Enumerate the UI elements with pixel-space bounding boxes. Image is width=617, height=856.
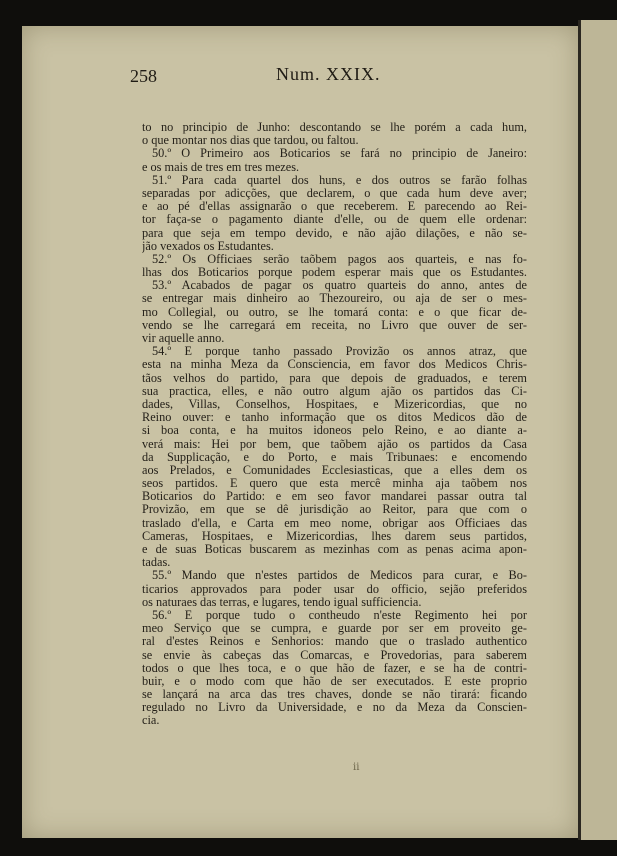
text-line: cia.: [142, 714, 160, 728]
text-line: mo Collegial, ou outro, se lhe tomará conta: e o que ficar de-: [142, 305, 527, 319]
footer-mark: ii: [353, 762, 360, 773]
text-line: 53.º Acabados de pagar os quatro quarteis do anno, antes de: [152, 279, 527, 293]
text-line: regulado no Livro da Universidade, e no da Meza da Conscien-: [142, 701, 527, 715]
text-line: e ao pé d'ellas assignarão o que receberem. E parecendo ao Rei-: [142, 200, 527, 214]
text-line: traslado d'ella, e Carta em meo nome, obrigar aos Officiaes das: [142, 516, 527, 530]
text-line: Boticarios do Partido: e em seo favor mandarei passar outra tal: [142, 490, 527, 504]
text-line: o que montar nos dias que tardou, ou faltou.: [142, 134, 359, 148]
text-line: vir aquelle anno.: [142, 332, 225, 345]
text-line: meo Serviço que se cumpra, e guarde por ser em proveito ge-: [142, 622, 527, 636]
text-line: buir, e o modo com que hão de ser executados. E este proprio: [142, 674, 527, 688]
text-line: tãos velhos do partido, para que depois de graduados, e terem: [142, 371, 527, 385]
text-line: se lançará na arca das tres chaves, donde se não tirará: ficando: [142, 688, 527, 702]
text-line: todos o que lhes toca, e o que hão de fazer, e se ha de contri-: [142, 661, 527, 675]
text-line: sua practica, elles, e não outro algum ajão os partidos das Ci-: [142, 384, 527, 398]
text-line: aos Prelados, e Comunidades Ecclesiasticas, que a elles dem os: [142, 463, 527, 477]
text-line: 55.º Mando que n'estes partidos de Medicos para curar, e Bo-: [152, 569, 527, 583]
text-line: os naturaes das terras, e lugares, tendo igual sufficiencia.: [142, 595, 422, 609]
text-line: para que seja em tempo devido, e não ajão dilações, e não se-: [142, 226, 527, 240]
text-line: 54.º E porque tanho passado Provizão os annos atraz, que: [152, 345, 527, 359]
text-line: e de suas Boticas buscarem as mezinhas com as penas acima apon-: [142, 543, 527, 556]
text-line: ticarios approvados para poder usar do officio, sejão preferidos: [142, 582, 527, 596]
text-line: tor faça-se o pagamento diante d'elle, ou de quem elle ordenar:: [142, 213, 527, 227]
running-title: Num. XXIX.: [276, 64, 381, 84]
text-line: Reino ouver: e tanho informação que os ditos Medicos dão de: [142, 411, 527, 425]
text-line: jão vexados os Estudantes.: [142, 239, 274, 253]
text-line: da Supplicação, e do Porto, e mais Tribunaes: e encomendo: [142, 450, 527, 464]
text-line: si boa conta, e ha muitos idoneos pelo Reino, e ao diante a-: [142, 424, 527, 438]
text-line: vendo se lhe carregará em receita, no Livro que ouver de ser-: [142, 318, 527, 332]
body-text: [142, 121, 527, 728]
text-line: ral d'estes Reinos e Senhorios: mando que o traslado authentico: [142, 635, 527, 649]
text-line: Cameras, Hospitaes, e Mizericordias, lhes darem seus partidos,: [142, 529, 527, 543]
book-spine: [578, 20, 581, 840]
facing-page-edge: [580, 20, 617, 840]
text-line: esta na minha Meza da Consciencia, em favor dos Medicos Chris-: [142, 358, 527, 372]
text-line: 56.º E porque tudo o contheudo n'este Regimento hei por: [152, 608, 527, 622]
text-line: dades, Villas, Conselhos, Hospitaes, e Mizericordias, que no: [142, 397, 527, 411]
text-line: to no principio de Junho: descontando se lhe porém a cada hum,: [142, 121, 527, 134]
text-line: 51.º Para cada quartel dos huns, e dos outros se farão folhas: [152, 173, 527, 187]
text-line: lhas dos Boticarios porque podem esperar mais que os Estudantes.: [142, 266, 527, 280]
text-line: 50.º O Primeiro aos Boticarios se fará no principio de Janeiro:: [152, 147, 527, 161]
text-line: se envie às cabeças das Comarcas, e Provedorias, para saberem: [142, 648, 527, 662]
text-line: verá mais: Hei por bem, que taõbem ajão os partidos da Casa: [142, 437, 527, 451]
text-line: tadas.: [142, 556, 171, 570]
text-line: Provizão, em que se dê jurisdição ao Reitor, para que com o: [142, 503, 527, 517]
page-number: 258: [130, 66, 157, 86]
text-line: separadas por adicções, que declarem, o que cada hum deve aver;: [142, 186, 527, 200]
text-line: e os mais de tres em tres mezes.: [142, 160, 300, 174]
text-line: se entregar mais dinheiro ao Thezoureiro, ou aja de ser o mes-: [142, 292, 527, 306]
text-line: seos partidos. E quero que esta mercê minha aja taõbem nos: [142, 477, 527, 491]
text-line: 52.º Os Officiaes serão taõbem pagos aos quarteis, e nas fo-: [152, 252, 527, 266]
